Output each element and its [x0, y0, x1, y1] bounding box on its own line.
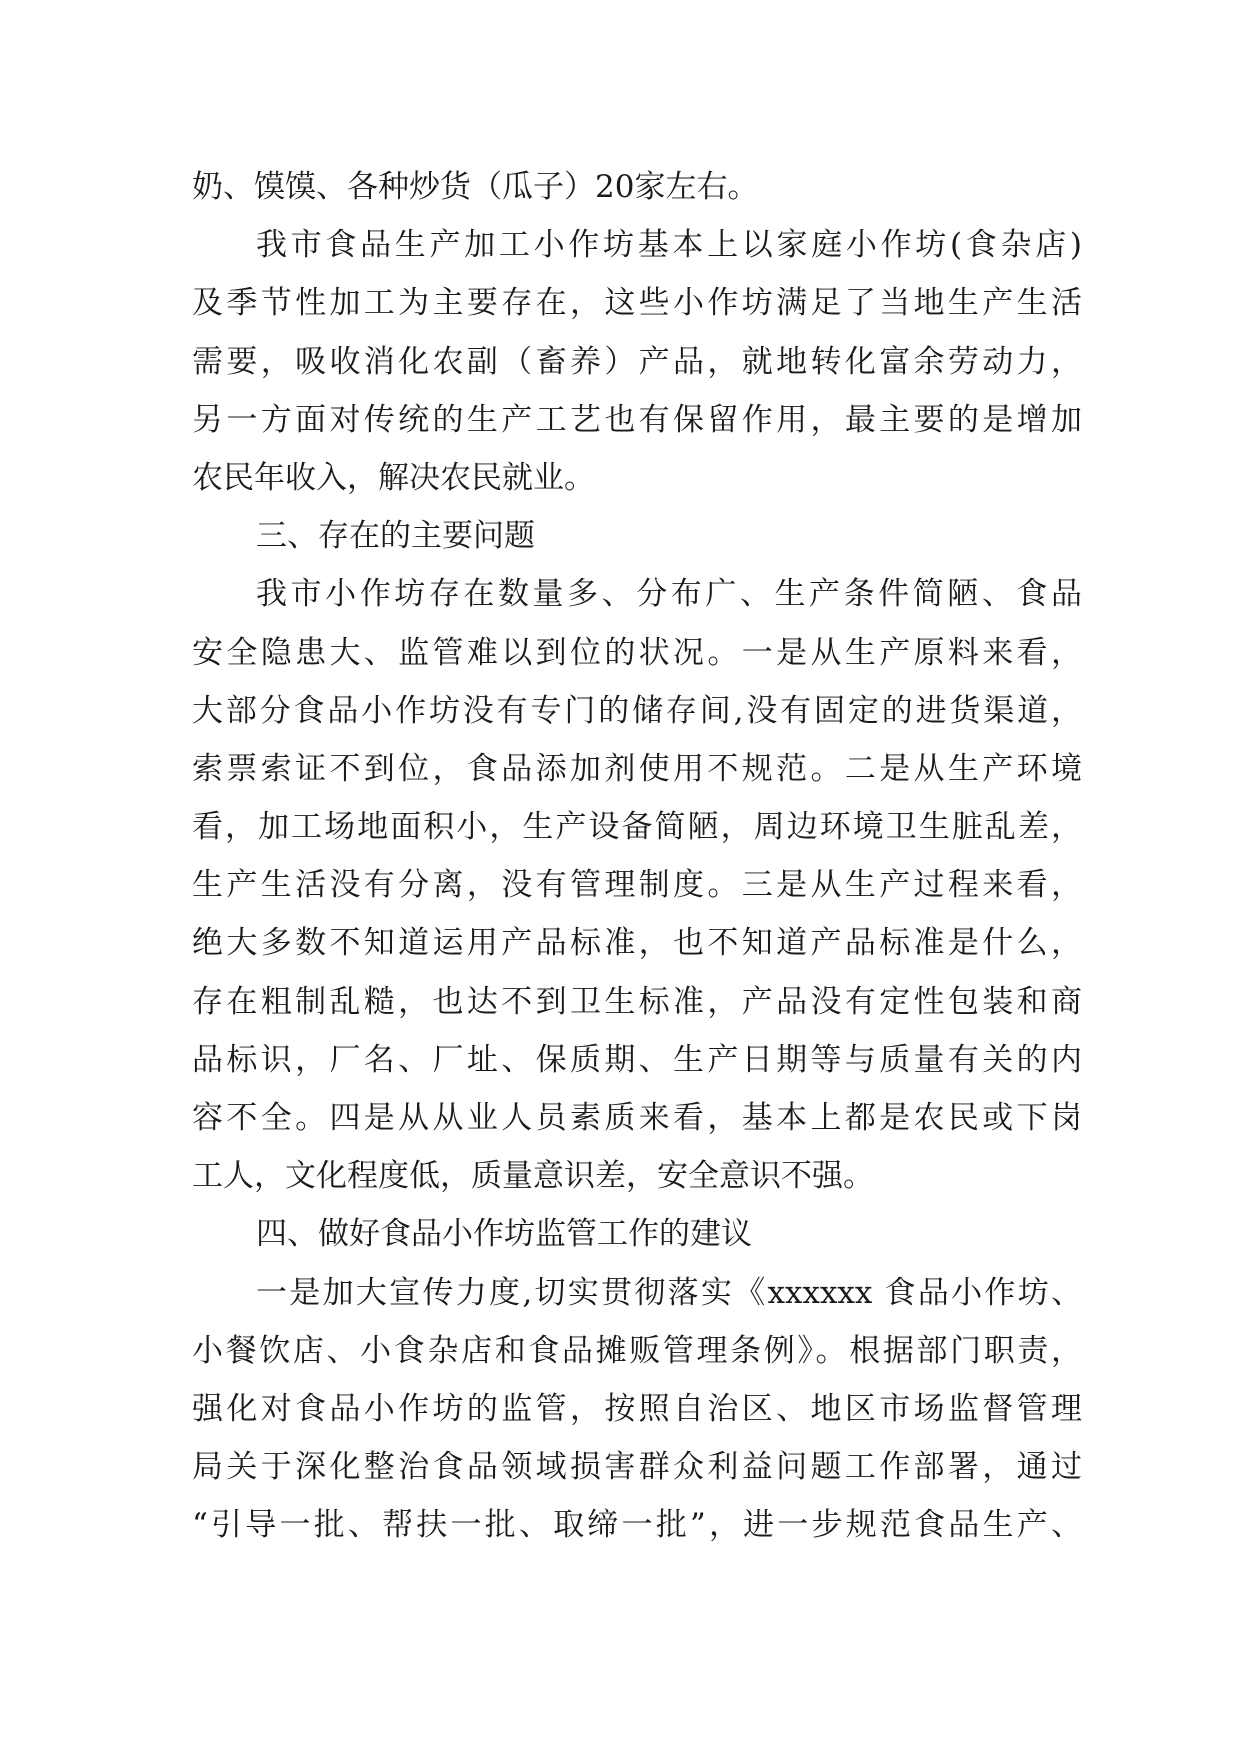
text-line: 大部分食品小作坊没有专门的储存间,没有固定的进货渠道， — [192, 692, 1082, 729]
text-line: 小餐饮店、小食杂店和食品摊贩管理条例》。根据部门职责， — [192, 1332, 1082, 1369]
text-line: 品标识，厂名、厂址、保质期、生产日期等与质量有关的内 — [192, 1041, 1082, 1078]
text-line: 农民年收入，解决农民就业。 — [192, 459, 595, 496]
document-body — [192, 158, 1082, 1555]
text-line: 索票索证不到位，食品添加剂使用不规范。二是从生产环境 — [192, 750, 1082, 787]
text-line: 我市食品生产加工小作坊基本上以家庭小作坊(食杂店) — [256, 227, 1082, 264]
text-line: 需要，吸收消化农副（畜养）产品，就地转化富余劳动力， — [192, 343, 1082, 380]
text-line: 生产生活没有分离，没有管理制度。三是从生产过程来看， — [192, 867, 1082, 904]
text-line: 四、做好食品小作坊监管工作的建议 — [256, 1216, 752, 1253]
text-line: 看，加工场地面积小，生产设备简陋，周边环境卫生脏乱差， — [192, 809, 1082, 846]
text-line: 绝大多数不知道运用产品标准，也不知道产品标准是什么， — [192, 925, 1082, 962]
text-line: 三、存在的主要问题 — [256, 518, 535, 555]
text-line: 容不全。四是从从业人员素质来看，基本上都是农民或下岗 — [192, 1100, 1082, 1136]
text-line: 一是加大宣传力度,切实贯彻落实《xxxxxx 食品小作坊、 — [256, 1274, 1082, 1311]
text-line: 存在粗制乱糙，也达不到卫生标准，产品没有定性包装和商 — [192, 983, 1082, 1020]
text-line: 工人，文化程度低，质量意识差，安全意识不强。 — [192, 1158, 874, 1195]
text-line: 局关于深化整治食品领域损害群众利益问题工作部署，通过 — [192, 1449, 1082, 1486]
text-line: 安全隐患大、监管难以到位的状况。一是从生产原料来看， — [192, 634, 1082, 671]
text-line: 我市小作坊存在数量多、分布广、生产条件简陋、食品 — [256, 576, 1082, 613]
text-line: 及季节性加工为主要存在，这些小作坊满足了当地生产生活 — [192, 285, 1082, 322]
text-line: 奶、馍馍、各种炒货（瓜子）20家左右。 — [192, 169, 759, 205]
text-line: 强化对食品小作坊的监管，按照自治区、地区市场监督管理 — [192, 1390, 1082, 1427]
text-line: “引导一批、帮扶一批、取缔一批”，进一步规范食品生产、 — [192, 1507, 1082, 1544]
text-line: 另一方面对传统的生产工艺也有保留作用，最主要的是增加 — [192, 401, 1082, 438]
